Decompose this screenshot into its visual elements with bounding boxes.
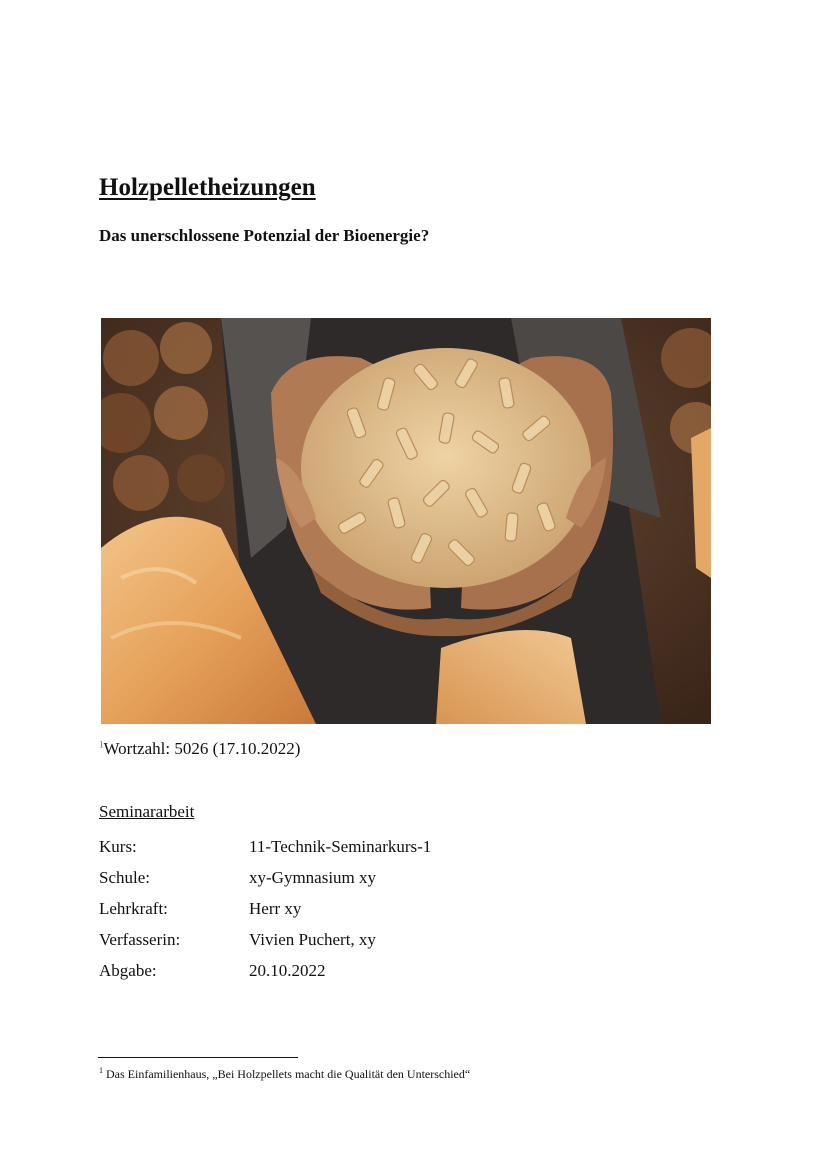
word-count-text: Wortzahl: 5026 (17.10.2022)	[103, 739, 301, 758]
meta-label: Lehrkraft:	[99, 898, 168, 918]
meta-row-course	[99, 831, 431, 862]
meta-row-school	[99, 862, 431, 893]
meta-value: 20.10.2022	[249, 961, 326, 981]
meta-value: 11-Technik-Seminarkurs-1	[249, 836, 432, 856]
meta-value: xy-Gymnasium xy	[249, 867, 377, 887]
cover-photo	[101, 318, 711, 724]
meta-row-submission	[99, 956, 431, 987]
meta-row-teacher	[99, 893, 431, 924]
meta-label: Abgabe:	[99, 961, 157, 981]
footnote-marker: 1	[99, 1066, 103, 1075]
image-caption	[99, 739, 300, 759]
footnote-divider	[98, 1057, 298, 1058]
document-title: Holzpelletheizungen	[99, 174, 316, 201]
meta-row-author	[99, 925, 431, 956]
meta-label: Verfasserin:	[99, 930, 181, 950]
meta-value: Herr xy	[249, 898, 302, 918]
footnote	[99, 1066, 470, 1082]
meta-value: Vivien Puchert, xy	[249, 930, 376, 950]
meta-table	[99, 831, 431, 987]
footnote-reference[interactable]: 1	[99, 739, 104, 750]
meta-label: Schule:	[99, 867, 150, 887]
document-subtitle: Das unerschlossene Potenzial der Bioenergie?	[99, 226, 430, 245]
meta-heading: Seminararbeit	[99, 802, 195, 821]
meta-label: Kurs:	[99, 836, 137, 856]
footnote-text: Das Einfamilienhaus, „Bei Holzpellets macht die Qualität den Unterschied“	[106, 1067, 471, 1081]
